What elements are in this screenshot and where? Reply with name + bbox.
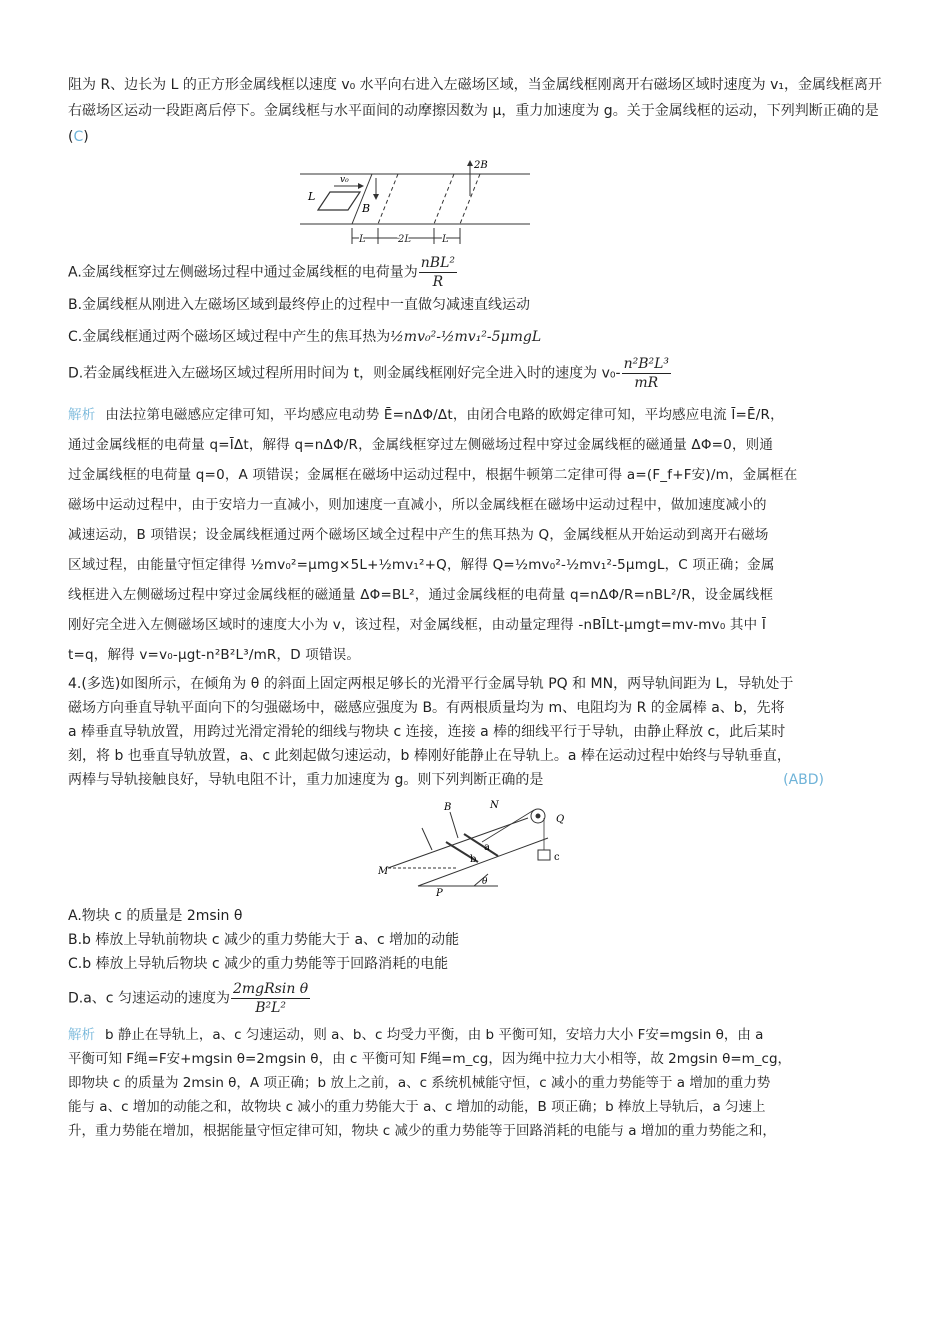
svg-text:N: N (490, 800, 499, 811)
q3-magnetic-field-figure (290, 156, 540, 248)
q3-option-b: B.金属线框从刚进入左磁场区域到最终停止的过程中一直做匀减速直线运动 (68, 297, 531, 313)
svg-text:L: L (442, 234, 449, 245)
svg-text:b: b (470, 854, 477, 865)
q4-options (68, 904, 884, 1017)
svg-text:2L: 2L (398, 234, 412, 245)
svg-text:2B: 2B (474, 160, 488, 171)
document-page (68, 72, 884, 1143)
q3-option-a: A.金属线框穿过左侧磁场过程中通过金属线框的电荷量为 $\frac{\text{nBL²}}{R}$ (68, 255, 455, 290)
q3-option-d: D.若金属线框进入左磁场区域过程所用时间为 t，则金属线框刚好完全进入时的速度为 v₀- $\frac{\text{n²B²L³}}{mR}$ (68, 356, 670, 391)
q4-option-a: A.物块 c 的质量是 2msin θ (68, 908, 243, 924)
svg-text:v₀: v₀ (340, 175, 349, 185)
solution-label: 解析 (68, 1027, 95, 1043)
q3-solution: 解析 由法拉第电磁感应定律可知，平均感应电动势 Ē=nΔΦ/Δt，由闭合电路的欧姆定律可知，平均感应电流 Ī=Ē/R， 通过金属线框的电荷量 q=ĪΔt，解得 q=nΔΦ/R，金属线框穿过左侧磁场过程中穿过金属线框的磁通量 ΔΦ=0，则通 过金属线框的电荷量 q=0，A 项错误；金属框在磁场中运动过程中，根据牛顿第二定律可得 a=(F_f+F安)/m，金属框在 磁场中运动过程中，由于安培力一直减小，则加速度一直减小，所以金属线框在磁场中运动过程中，做加速度减小的 减速运动，B 项错误；设金属线框通过两个磁场区域全过程中产生的焦耳热为 Q，金属线框从开始运动到离开右磁场 区域过程，由能量守恒定律得 ½mv₀²=μmg×5L+½mv₁²+Q，解得 Q=½mv₀²-½mv₁²-5μmgL，C 项正确；金属 线框进入左侧磁场过程中穿过金属线框的磁通量 ΔΦ=BL²，通过金属线框的电荷量 q=nΔΦ/R=nBL²/R，设金属线框 刚好完全进入左侧磁场区域时的速度大小为 v，该过程，对金属线框，由动量定理得 -nBĪLt-μmgt=mv-mv₀ 其中 Ī t=q，解得 v=v₀-μgt-n²B²L³/mR，D 项错误。 (68, 407, 798, 663)
q4-answer: (ABD) (783, 772, 824, 788)
svg-text:B: B (444, 802, 452, 813)
q3-answer: C (73, 129, 84, 145)
svg-text:P: P (436, 888, 443, 898)
q4-option-c: C.b 棒放上导轨后物块 c 减少的重力势能等于回路消耗的电能 (68, 956, 449, 972)
svg-text:L: L (308, 190, 316, 203)
q4-stem: 4.(多选)如图所示，在倾角为 θ 的斜面上固定两根足够长的光滑平行金属导轨 PQ 和 MN，两导轨间距为 L，导轨处于 磁场方向垂直导轨平面向下的匀强磁场中，磁感应强度为 B。有两根质量均为 m、电阻均为 R 的金属棒 a、b，先将 a 棒垂直导轨放置，用跨过光滑定滑轮的细线与物块 c 连接，连接 a 棒的细线平行于导轨，由静止释放 c，此后某时 刻，将 b 也垂直导轨放置，a、c 此刻起做匀速运动，b 棒刚好能静止在导轨上。a 棒在运动过程中始终与导轨垂直， 两棒与导轨接触良好，导轨电阻不计，重力加速度为 g。则下列判断正确的是 (ABD) (68, 672, 884, 792)
square-frame (318, 192, 360, 210)
solution-label: 解析 (68, 407, 96, 423)
q3-stem: 阻为 R、边长为 L 的正方形金属线框以速度 v₀ 水平向右进入左磁场区域，当金属线框刚离开右磁场区域时速度为 v₁，金属线框离开右磁场区运动一段距离后停下。金属线框与水平面间的动摩擦因数为 μ，重力加速度为 g。关于金属线框的运动，下列判断正确的是(C) (68, 77, 883, 145)
q4-option-b: B.b 棒放上导轨前物块 c 减少的重力势能大于 a、c 增加的动能 (68, 932, 460, 948)
q4-solution: 解析 b 静止在导轨上，a、c 匀速运动，则 a、b、c 均受力平衡，由 b 平衡可知，安培力大小 F安=mgsin θ，由 a 平衡可知 F绳=F安+mgsin θ=2mgsin θ，由 c 平衡可知 F绳=m_cg，因为绳中拉力大小相等，故 2mgsin θ=m_cg， 即物块 c 的质量为 2msin θ，A 项正确；b 放上之前，a、c 系统机械能守恒，c 减小的重力势能等于 a 增加的重力势 能与 a、c 增加的动能之和，故物块 c 减小的重力势能大于 a、c 增加的动能，B 项正确；b 棒放上导轨后，a 匀速上 升，重力势能在增加，根据能量守恒定律可知，物块 c 减少的重力势能等于回路消耗的电能与 a 增加的重力势能之和， (68, 1027, 792, 1139)
svg-text:L: L (359, 234, 366, 245)
q4-incline-rails-figure (378, 798, 588, 898)
svg-text:a: a (484, 842, 490, 853)
svg-text:M: M (378, 866, 389, 877)
svg-text:Q: Q (556, 814, 565, 825)
svg-text:B: B (362, 202, 371, 215)
q3-option-c: C.金属线框通过两个磁场区域过程中产生的焦耳热为½mv₀²-½mv₁²-5μmgL (68, 329, 542, 345)
q4-option-d: D.a、c 匀速运动的速度为 $\frac{\text{2mgRsin θ}}{\text{B²L²}}$ (68, 981, 309, 1016)
svg-text:c: c (554, 852, 560, 863)
svg-text:θ: θ (482, 877, 488, 887)
